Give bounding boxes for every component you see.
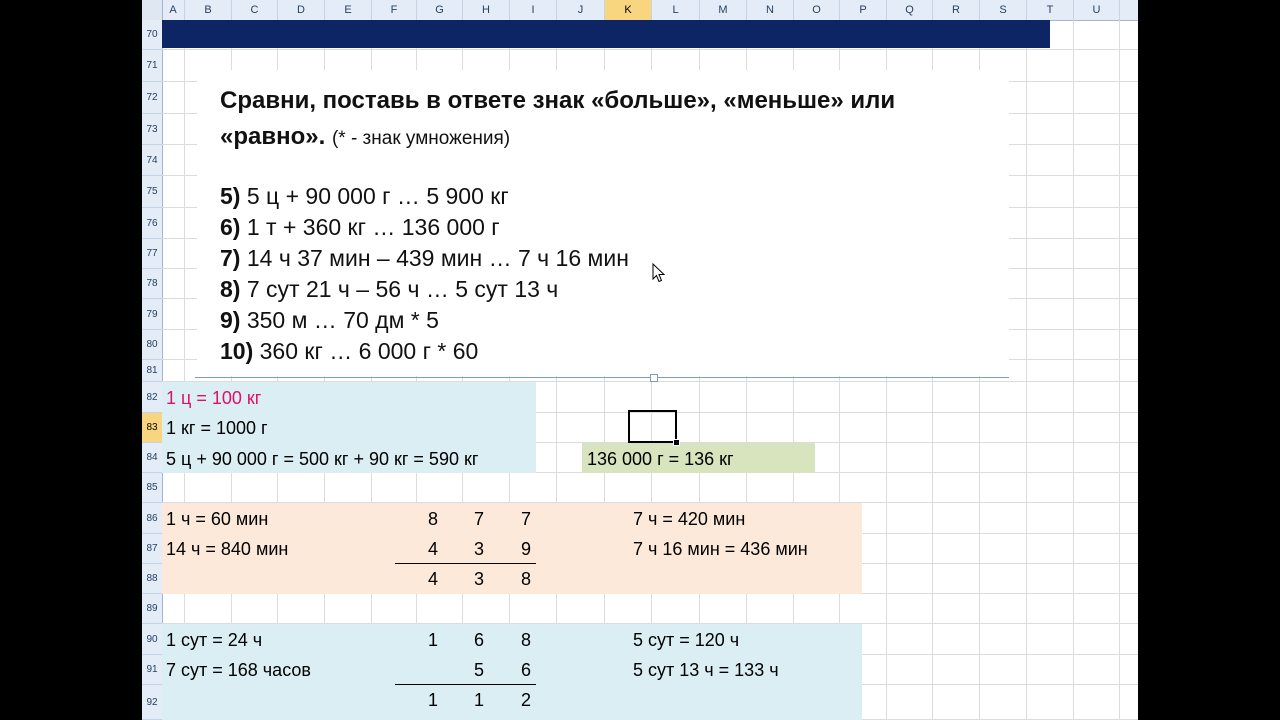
task-note: (* - знак умножения) (331, 128, 511, 149)
grid-column-line (1119, 20, 1120, 720)
column-header-s[interactable]: S (980, 0, 1027, 20)
row-header-70[interactable]: 70 (142, 20, 162, 50)
sub-digit-g87[interactable]: 3 (473, 539, 484, 559)
row-header-87[interactable]: 87 (142, 534, 162, 564)
cell-a87[interactable]: 14 ч = 840 мин (166, 539, 289, 559)
task-title-bold: «равно». (220, 123, 326, 150)
row-header-73[interactable]: 73 (142, 114, 162, 145)
task-item (220, 214, 500, 241)
task-title: Сравни, поставь в ответе знак «больше», «меньше» или (220, 87, 896, 114)
task-item-number: 8) (220, 276, 241, 302)
sub-digit-h87[interactable]: 9 (520, 539, 531, 559)
header-band (162, 20, 1050, 48)
row-header-86[interactable]: 86 (142, 503, 162, 534)
row-header-79[interactable]: 79 (142, 299, 162, 330)
sub-digit-g86[interactable]: 7 (473, 509, 484, 529)
cell-k86[interactable]: 7 ч = 420 мин (633, 509, 746, 529)
task-item-number: 6) (220, 214, 241, 240)
task-item-number: 5) (220, 183, 241, 209)
grid-row-line (162, 49, 1138, 50)
add-digit-h90[interactable]: 8 (520, 630, 531, 650)
cell-grid[interactable] (162, 20, 1138, 720)
column-header-d[interactable]: D (278, 0, 325, 20)
column-header-b[interactable]: B (185, 0, 232, 20)
cell-a84[interactable]: 5 ц + 90 000 г = 500 кг + 90 кг = 590 кг (166, 449, 479, 469)
row-header-74[interactable]: 74 (142, 145, 162, 176)
row-header-90[interactable]: 90 (142, 624, 162, 655)
row-header-89[interactable]: 89 (142, 594, 162, 624)
task-item-text: 7 сут 21 ч – 56 ч … 5 сут 13 ч (246, 276, 559, 302)
sub-digit-f88[interactable]: 4 (427, 569, 438, 589)
column-header-m[interactable]: M (700, 0, 747, 20)
cell-a90[interactable]: 1 сут = 24 ч (166, 630, 263, 650)
column-header-p[interactable]: P (840, 0, 887, 20)
add-digit-f92[interactable]: 1 (427, 690, 438, 710)
row-header-76[interactable]: 76 (142, 208, 162, 239)
column-header-r[interactable]: R (933, 0, 980, 20)
select-all-corner[interactable] (142, 0, 163, 20)
column-header-h[interactable]: H (463, 0, 510, 20)
row-header-92[interactable]: 92 (142, 685, 162, 720)
column-header-g[interactable]: G (417, 0, 463, 20)
column-header-j[interactable]: J (557, 0, 605, 20)
task-item (220, 183, 509, 210)
task-item-text: 1 т + 360 кг … 136 000 г (246, 214, 500, 240)
row-header-71[interactable]: 71 (142, 50, 162, 82)
row-header-72[interactable]: 72 (142, 82, 162, 114)
column-header-k[interactable]: K (605, 0, 652, 20)
add-digit-g92[interactable]: 1 (473, 690, 484, 710)
task-item (220, 276, 558, 303)
add-digit-g90[interactable]: 6 (473, 630, 484, 650)
row-header-84[interactable]: 84 (142, 443, 162, 473)
task-item (220, 307, 439, 334)
row-header-78[interactable]: 78 (142, 269, 162, 299)
row-header-88[interactable]: 88 (142, 564, 162, 594)
sub-digit-f86[interactable]: 8 (427, 509, 438, 529)
cell-k91[interactable]: 5 сут 13 ч = 133 ч (633, 660, 779, 680)
row-header-bar (142, 20, 163, 720)
task-item-text: 5 ц + 90 000 г … 5 900 кг (246, 183, 509, 209)
task-item (220, 338, 478, 365)
add-digit-f90[interactable]: 1 (427, 630, 438, 650)
column-header-l[interactable]: L (652, 0, 700, 20)
column-header-o[interactable]: O (794, 0, 840, 20)
task-item-text: 360 кг … 6 000 г * 60 (259, 338, 479, 364)
mouse-pointer-icon (652, 263, 666, 283)
grid-column-line (184, 20, 185, 720)
spreadsheet (142, 0, 1138, 720)
task-item-number: 10) (220, 338, 254, 364)
add-digit-h92[interactable]: 2 (520, 690, 531, 710)
add-digit-f91[interactable] (396, 655, 438, 685)
row-header-82[interactable]: 82 (142, 382, 162, 413)
row-header-85[interactable]: 85 (142, 473, 162, 503)
row-header-77[interactable]: 77 (142, 239, 162, 269)
task-text-box[interactable] (197, 70, 1009, 376)
cell-a83[interactable]: 1 кг = 1000 г (166, 418, 268, 438)
column-header-c[interactable]: C (232, 0, 278, 20)
task-title-line2 (220, 123, 510, 151)
task-item-text: 350 м … 70 дм * 5 (246, 307, 439, 333)
cell-a86[interactable]: 1 ч = 60 мин (166, 509, 269, 529)
column-header-i[interactable]: I (510, 0, 557, 20)
task-item-number: 9) (220, 307, 241, 333)
column-header-u[interactable]: U (1074, 0, 1120, 20)
sub-digit-g88[interactable]: 3 (473, 569, 484, 589)
textbox-resize-handle[interactable] (650, 374, 658, 382)
grid-column-line (1026, 20, 1027, 720)
cell-k87[interactable]: 7 ч 16 мин = 436 мин (633, 539, 808, 559)
sub-digit-f87[interactable]: 4 (427, 539, 438, 559)
cell-j84[interactable]: 136 000 г = 136 кг (587, 449, 734, 469)
row-header-75[interactable]: 75 (142, 176, 162, 208)
add-digit-g91[interactable]: 5 (473, 660, 484, 680)
sub-digit-h88[interactable]: 8 (520, 569, 531, 589)
column-header-f[interactable]: F (372, 0, 417, 20)
column-header-a[interactable]: A (162, 0, 185, 20)
add-digit-h91[interactable]: 6 (520, 660, 531, 680)
column-header-e[interactable]: E (325, 0, 372, 20)
fill-handle[interactable] (673, 439, 680, 446)
row-header-91[interactable]: 91 (142, 655, 162, 685)
column-header-t[interactable]: T (1027, 0, 1074, 20)
textbox-border (195, 377, 1009, 378)
cell-a82[interactable]: 1 ц = 100 кг (166, 388, 262, 408)
row-header-81[interactable]: 81 (142, 360, 162, 382)
task-item (220, 245, 629, 272)
cell-k90[interactable]: 5 сут = 120 ч (633, 630, 740, 650)
cell-a91[interactable]: 7 сут = 168 часов (166, 660, 311, 680)
active-cell-k83[interactable] (628, 410, 677, 443)
column-header-bar (142, 0, 1138, 21)
task-item-number: 7) (220, 245, 241, 271)
row-header-83[interactable]: 83 (142, 413, 162, 443)
column-header-q[interactable]: Q (887, 0, 933, 20)
sub-digit-h86[interactable]: 7 (520, 509, 531, 529)
row-header-80[interactable]: 80 (142, 330, 162, 360)
task-item-text: 14 ч 37 мин – 439 мин … 7 ч 16 мин (246, 245, 629, 271)
column-header-n[interactable]: N (747, 0, 794, 20)
grid-column-line (1073, 20, 1074, 720)
